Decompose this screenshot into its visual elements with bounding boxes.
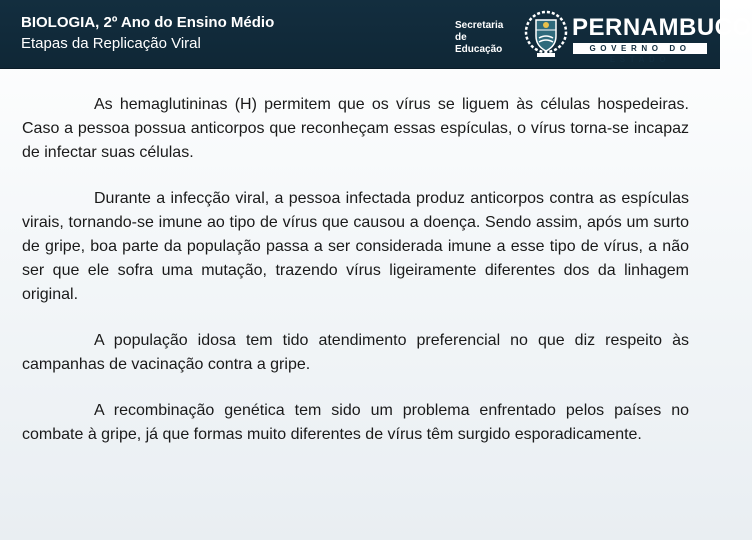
paragraph-recombination: A recombinação genética tem sido um problema enfrentado pelos países no combate à gripe, já que formas muito diferentes de vírus têm surgido esporadicamente. (22, 402, 689, 443)
lesson-subtitle: Etapas da Replicação Viral (21, 35, 201, 52)
secretaria-label: Secretaria de Educação (455, 20, 504, 55)
course-title: BIOLOGIA, 2º Ano do Ensino Médio (21, 14, 275, 31)
paragraph-elderly: A população idosa tem tido atendimento preferencial no que diz respeito às campanhas de vacinação contra a gripe. (22, 332, 689, 373)
header-bar (0, 0, 752, 68)
paragraph-antibodies: Durante a infecção viral, a pessoa infectada produz anticorpos contra as espículas virais, tornando-se imune ao tipo de vírus que causou a doença. Sendo assim, após um surto de gripe, boa parte da população passa a ser considerada imune a esse tipo de vírus, a não ser que ele sofra uma mutação, trazendo vírus ligeiramente diferentes dos da linhagem original. (22, 190, 689, 303)
paragraph-hemagglutinin: As hemaglutininas (H) permitem que os vírus se liguem às células hospedeiras. Caso a pessoa possua anticorpos que reconheçam essas espículas, o vírus torna-se incapaz de infectar suas células. (22, 96, 689, 161)
brand-name: PERNAMBUCO (572, 14, 752, 41)
main-content (22, 93, 689, 447)
brand-subtitle: GOVERNO DO ESTADO (573, 43, 707, 54)
state-coat-of-arms-icon (523, 8, 569, 60)
